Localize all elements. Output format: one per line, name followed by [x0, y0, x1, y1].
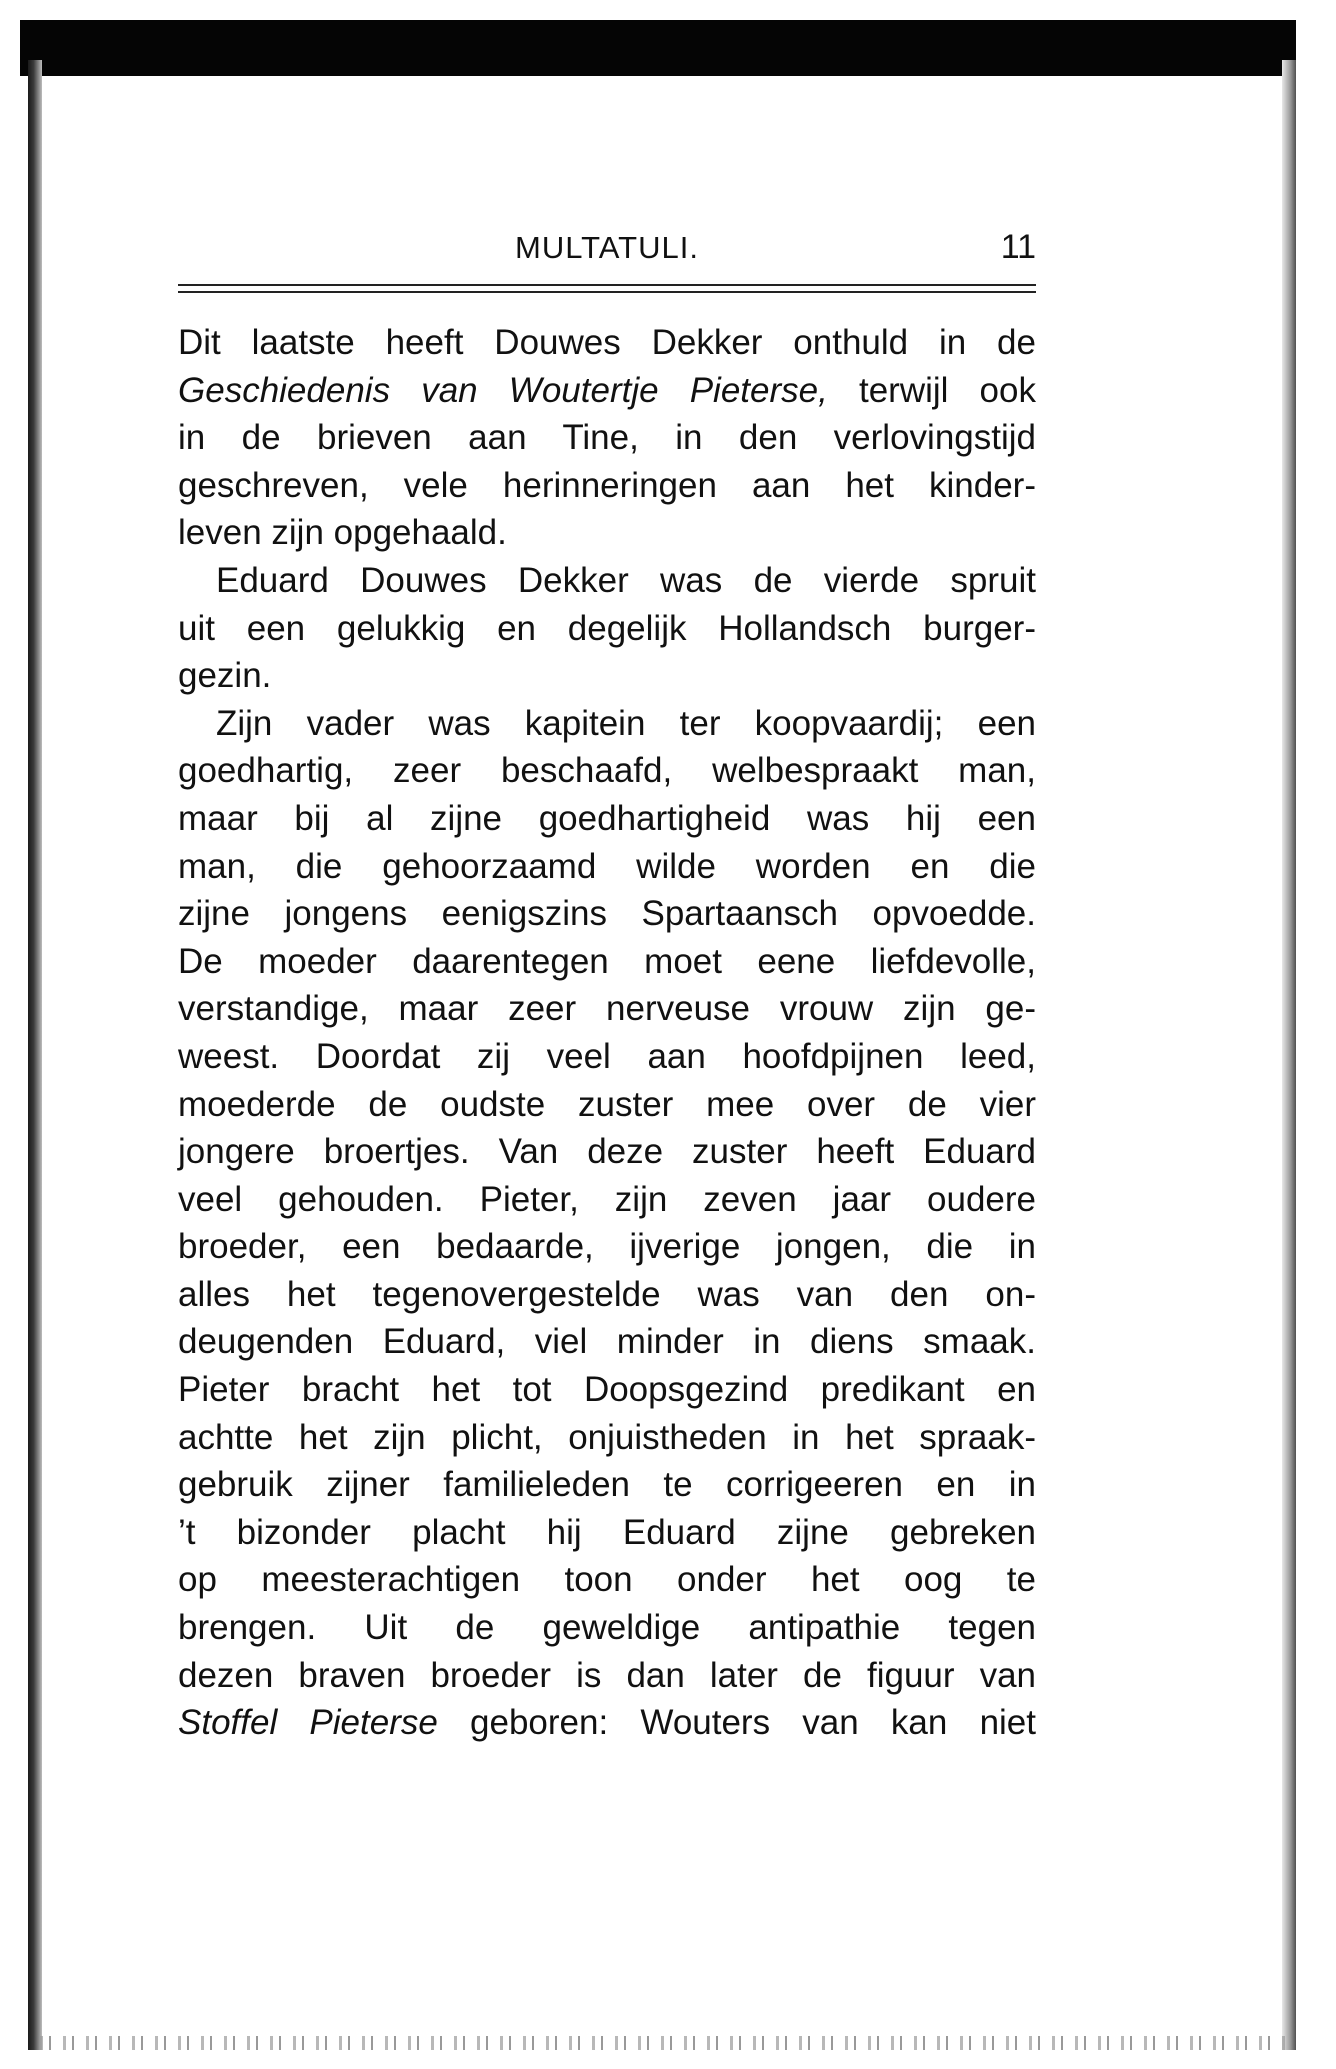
text-line-15: verstandige, maar zeer nerveuse vrouw zijn ge- — [178, 989, 1036, 1029]
scan-right-edge — [1282, 60, 1296, 2050]
text-line-23: Pieter bracht het tot Doopsgezind predikant en — [178, 1370, 1036, 1410]
scan-left-edge — [28, 60, 42, 2050]
text-line-30: Stoffel Pieterse geboren: Wouters van kan niet — [178, 1703, 1036, 1743]
running-title: MULTATULI. — [515, 230, 699, 265]
text-line-1: Dit laatste heeft Douwes Dekker onthuld in de — [178, 323, 1036, 362]
text-line-17: moederde de oudste zuster mee over de vier — [178, 1084, 1036, 1124]
text-line-5: leven zijn opgehaald. — [178, 513, 507, 553]
text-line-28: brengen. Uit de geweldige antipathie tegen — [178, 1608, 1036, 1648]
text-line-24: achtte het zijn plicht, onjuistheden in het spraak- — [178, 1417, 1036, 1457]
text-line-27: op meesterachtigen toon onder het oog te — [178, 1560, 1036, 1600]
text-line-14: De moeder daarentegen moet eene liefdevolle, — [178, 941, 1036, 981]
page-content — [178, 230, 1036, 1747]
text-line-9: Zijn vader was kapitein ter koopvaardij; een — [216, 703, 1036, 743]
text-line-29: dezen braven broeder is dan later de figuur van — [178, 1655, 1036, 1695]
text-line-21: alles het tegenovergestelde was van den on- — [178, 1274, 1036, 1314]
scan-top-border — [20, 20, 1296, 76]
page-number: 11 — [1000, 228, 1036, 266]
text-line-18: jongere broertjes. Van deze zuster heeft Eduard — [178, 1132, 1036, 1172]
body-text — [178, 319, 1036, 1747]
text-line-6: Eduard Douwes Dekker was de vierde spruit — [216, 560, 1036, 600]
text-line-20: broeder, een bedaarde, ijverige jongen, die in — [178, 1227, 1036, 1267]
running-head — [178, 230, 1036, 274]
text-line-16: weest. Doordat zij veel aan hoofdpijnen leed, — [178, 1036, 1036, 1076]
text-line-26: ’t bizonder placht hij Eduard zijne gebreken — [178, 1512, 1036, 1552]
text-line-19: veel gehouden. Pieter, zijn zeven jaar oudere — [178, 1179, 1036, 1219]
text-line-2: Geschiedenis van Woutertje Pieterse, terwijl ook — [178, 370, 1036, 410]
text-line-10: goedhartig, zeer beschaafd, welbespraakt man, — [178, 751, 1036, 791]
text-line-22: deugenden Eduard, viel minder in diens smaak. — [178, 1322, 1036, 1362]
text-line-12: man, die gehoorzaamd wilde worden en die — [178, 846, 1036, 886]
text-line-7: uit een gelukkig en degelijk Hollandsch burger- — [178, 608, 1036, 648]
header-rule — [178, 284, 1036, 293]
text-line-8: gezin. — [178, 656, 272, 696]
text-line-11: maar bij al zijne goedhartigheid was hij een — [178, 798, 1036, 838]
text-line-13: zijne jongens eenigszins Spartaansch opvoedde. — [178, 894, 1036, 934]
text-line-3: in de brieven aan Tine, in den verlovingstijd — [178, 418, 1036, 458]
text-line-4: geschreven, vele herinneringen aan het kinder- — [178, 465, 1036, 505]
text-line-25: gebruik zijner familieleden te corrigeeren en in — [178, 1465, 1036, 1505]
scan-bottom-noise — [40, 2036, 1290, 2050]
